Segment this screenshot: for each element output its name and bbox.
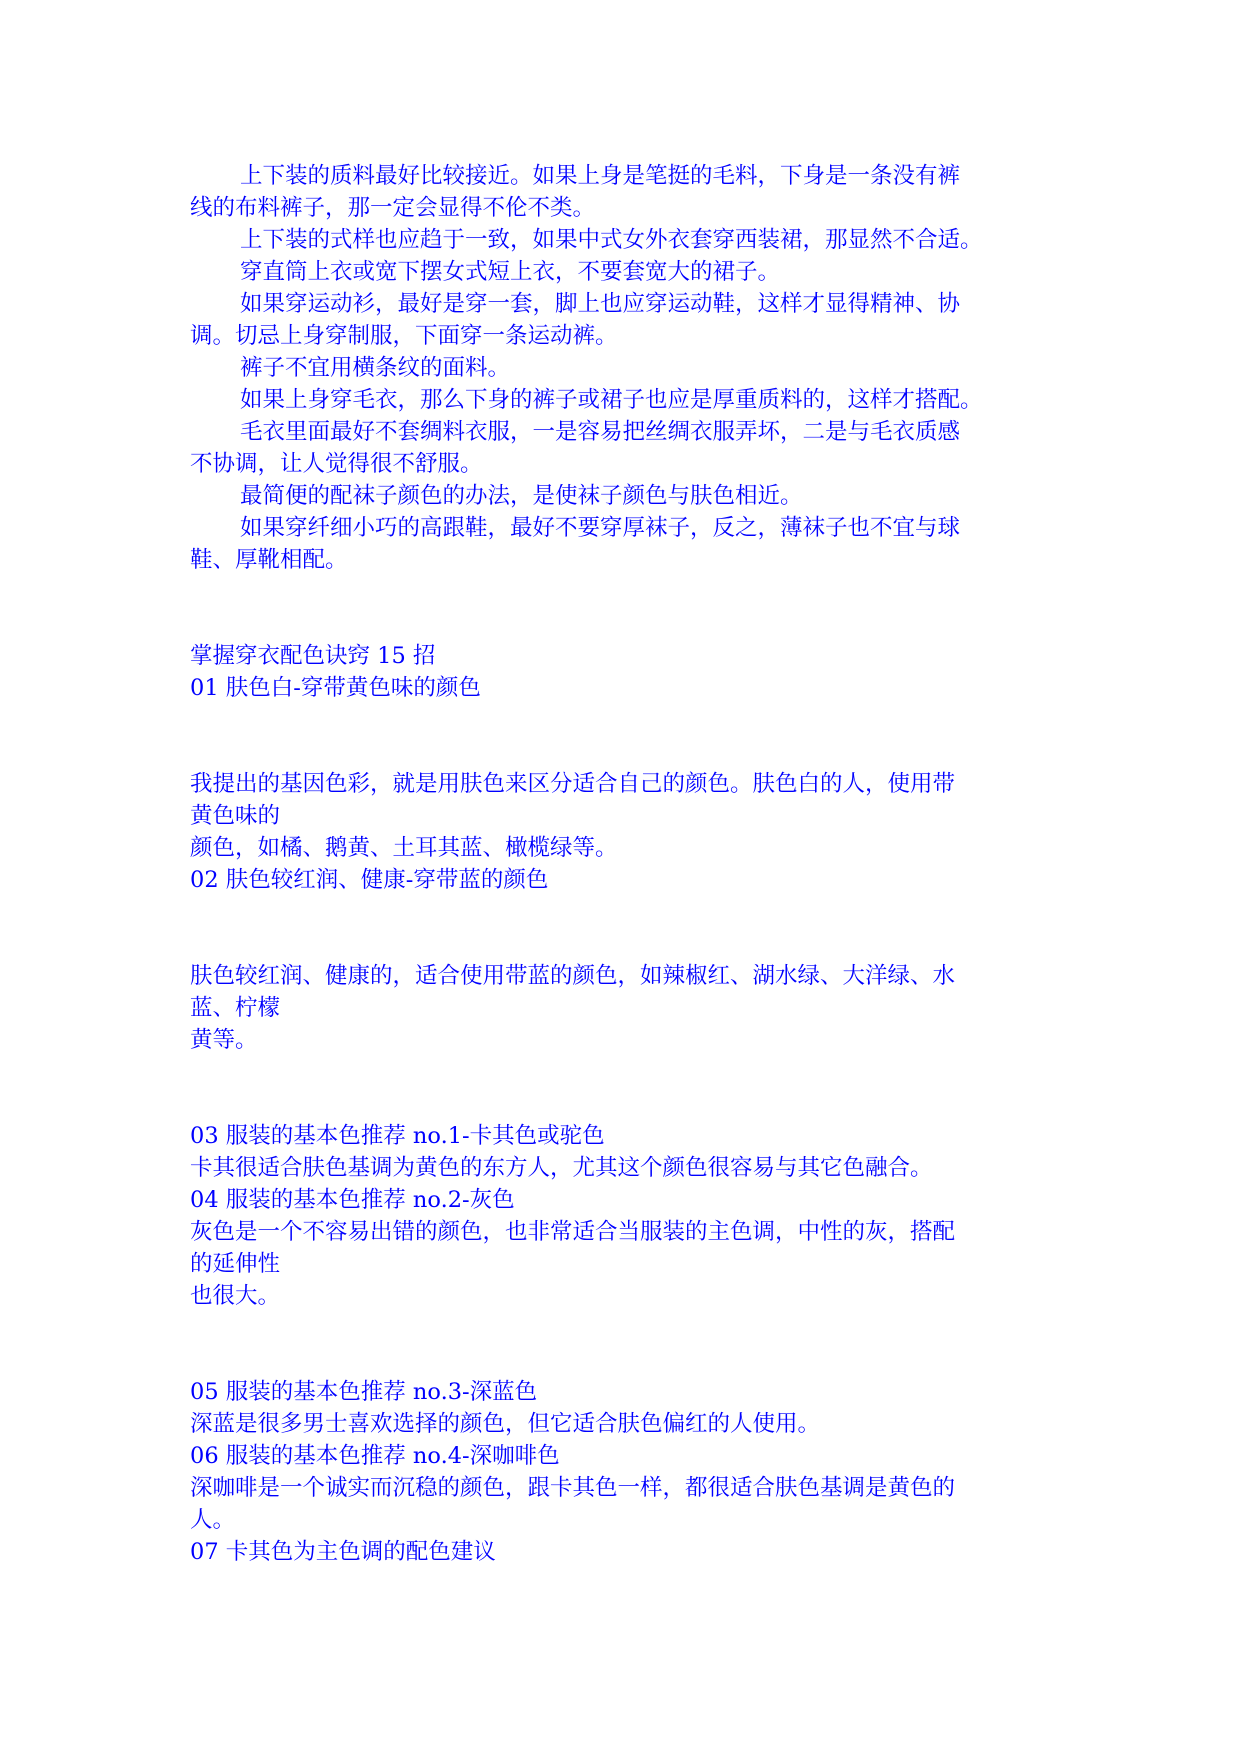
text-line: 鞋、厚靴相配。 [190, 547, 348, 573]
text-line: 上下装的质料最好比较接近。如果上身是笔挺的毛料，下身是一条没有裤 [240, 163, 961, 189]
text-line: 卡其很适合肤色基调为黄色的东方人，尤其这个颜色很容易与其它色融合。 [190, 1155, 933, 1181]
text-line: 如果穿纤细小巧的高跟鞋，最好不要穿厚袜子，反之，薄袜子也不宜与球 [240, 515, 961, 541]
text-line: 调。切忌上身穿制服，下面穿一条运动裤。 [190, 323, 618, 349]
text-line: 蓝、柠檬 [190, 995, 281, 1021]
text-line: 不协调，让人觉得很不舒服。 [190, 451, 483, 477]
text-line: 人。 [190, 1507, 236, 1533]
text-line: 深咖啡是一个诚实而沉稳的颜色，跟卡其色一样，都很适合肤色基调是黄色的 [190, 1475, 956, 1501]
item-heading: 01 肤色白-穿带黄色味的颜色 [190, 675, 481, 701]
text-line: 线的布料裤子，那一定会显得不伦不类。 [190, 195, 596, 221]
text-line: 也很大。 [190, 1283, 281, 1309]
text-line: 深蓝是很多男士喜欢选择的颜色，但它适合肤色偏红的人使用。 [190, 1411, 821, 1437]
item-heading: 03 服装的基本色推荐 no.1-卡其色或驼色 [190, 1123, 605, 1149]
text-line: 穿直筒上衣或宽下摆女式短上衣，不要套宽大的裙子。 [240, 259, 781, 285]
item-heading: 07 卡其色为主色调的配色建议 [190, 1539, 496, 1565]
text-line: 上下装的式样也应趋于一致，如果中式女外衣套穿西装裙，那显然不合适。 [240, 227, 983, 253]
text-line: 最简便的配袜子颜色的办法，是使袜子颜色与肤色相近。 [240, 483, 803, 509]
text-line: 的延伸性 [190, 1251, 281, 1277]
text-line: 裤子不宜用横条纹的面料。 [240, 355, 511, 381]
text-line: 如果穿运动衫，最好是穿一套，脚上也应穿运动鞋，这样才显得精神、协 [240, 291, 961, 317]
text-line: 肤色较红润、健康的，适合使用带蓝的颜色，如辣椒红、湖水绿、大洋绿、水 [190, 963, 956, 989]
item-heading: 06 服装的基本色推荐 no.4-深咖啡色 [190, 1443, 560, 1469]
section-heading: 掌握穿衣配色诀窍 15 招 [190, 643, 436, 669]
text-line: 毛衣里面最好不套绸料衣服，一是容易把丝绸衣服弄坏，二是与毛衣质感 [240, 419, 961, 445]
text-line: 黄色味的 [190, 803, 281, 829]
item-heading: 05 服装的基本色推荐 no.3-深蓝色 [190, 1379, 538, 1405]
text-line: 灰色是一个不容易出错的颜色，也非常适合当服装的主色调，中性的灰，搭配 [190, 1219, 956, 1245]
text-line: 我提出的基因色彩，就是用肤色来区分适合自己的颜色。肤色白的人，使用带 [190, 771, 956, 797]
item-heading: 04 服装的基本色推荐 no.2-灰色 [190, 1187, 515, 1213]
item-heading: 02 肤色较红润、健康-穿带蓝的颜色 [190, 867, 549, 893]
text-line: 黄等。 [190, 1027, 258, 1053]
text-line: 如果上身穿毛衣，那么下身的裤子或裙子也应是厚重质料的，这样才搭配。 [240, 387, 983, 413]
text-line: 颜色，如橘、鹅黄、土耳其蓝、橄榄绿等。 [190, 835, 618, 861]
